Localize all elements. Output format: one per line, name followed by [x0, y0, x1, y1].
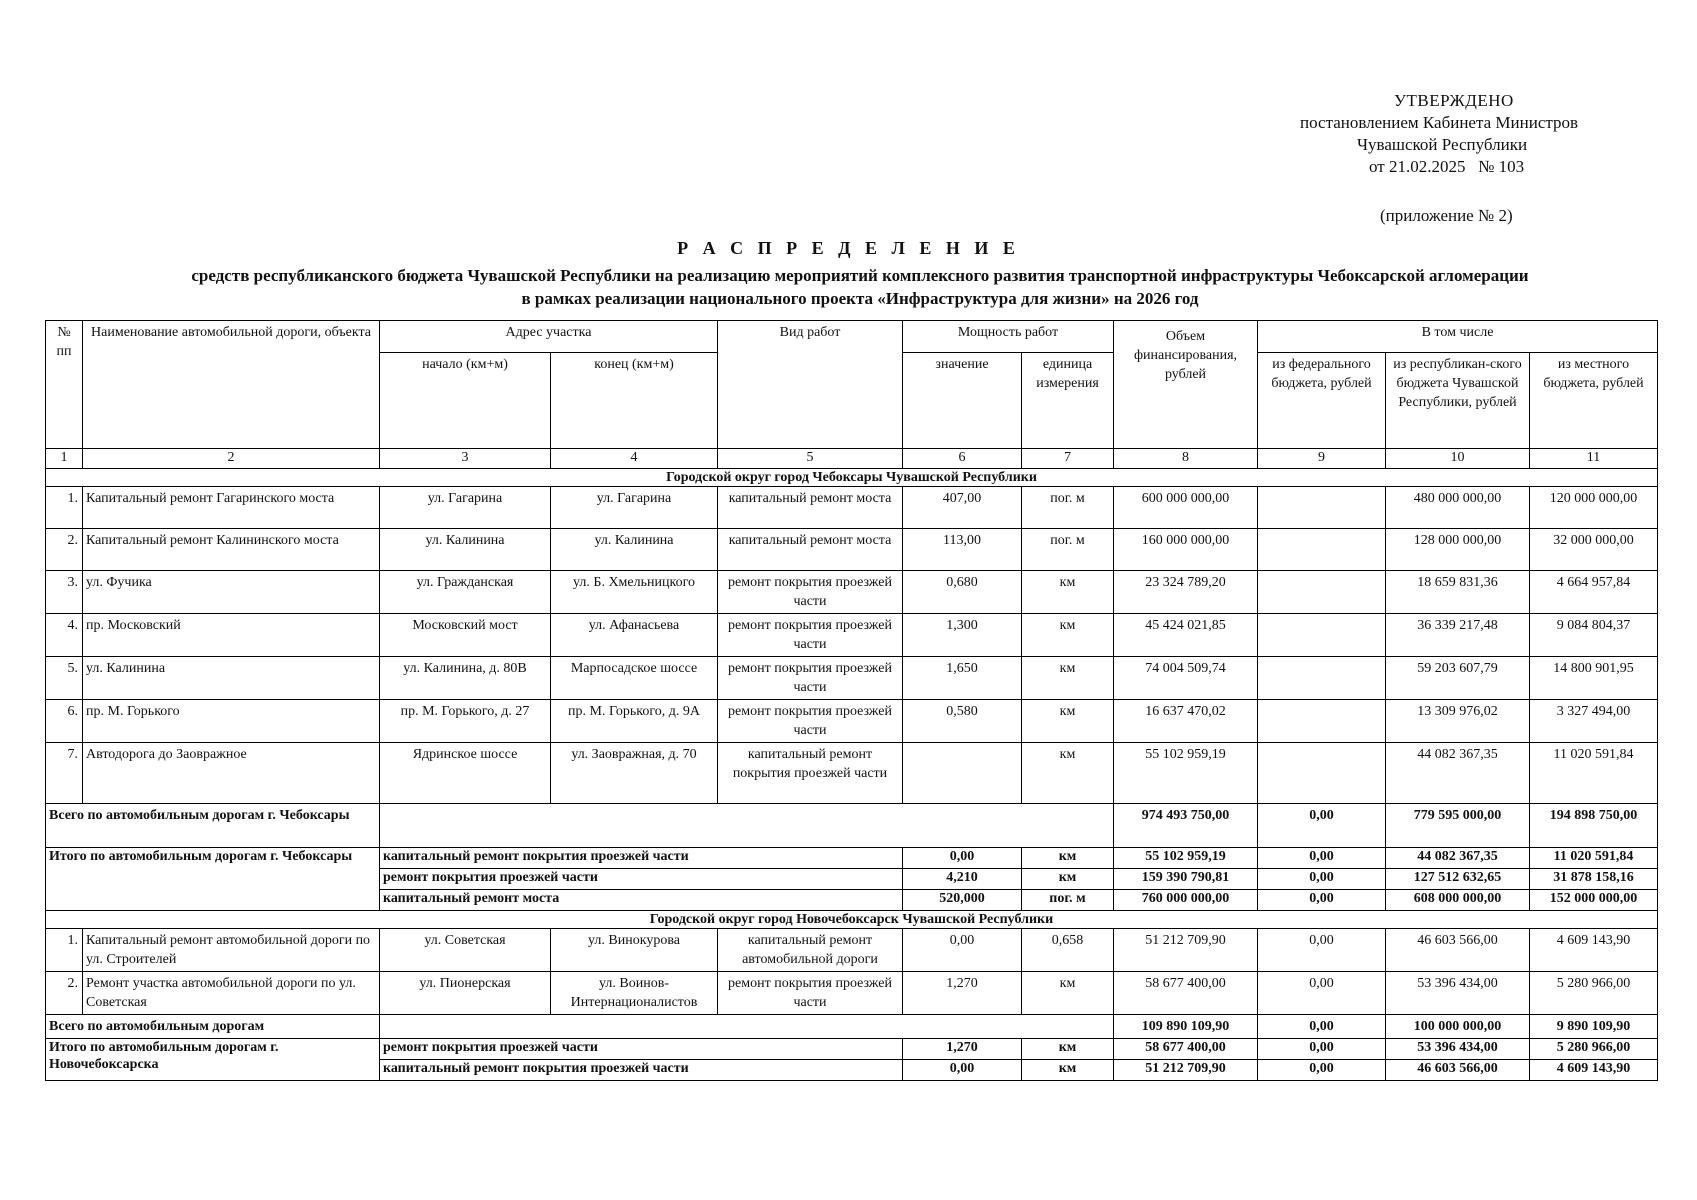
approval-line: Чувашской Республики	[1357, 135, 1528, 154]
column-number: 10	[1386, 449, 1530, 469]
row-start: Ядринское шоссе	[380, 743, 551, 804]
total-funding: 974 493 750,00	[1114, 804, 1258, 848]
row-start: ул. Калинина, д. 80В	[380, 657, 551, 700]
total-label: Всего по автомобильным дорогам г. Чебоксары	[46, 804, 380, 848]
row-funding: 58 677 400,00	[1114, 972, 1258, 1015]
subtotal-funding: 58 677 400,00	[1114, 1039, 1258, 1060]
subtotal-unit: км	[1022, 848, 1114, 869]
subtotal-funding: 159 390 790,81	[1114, 869, 1258, 890]
row-number: 1.	[46, 929, 83, 972]
row-unit: км	[1022, 743, 1114, 804]
row-value: 0,680	[903, 571, 1022, 614]
row-republic: 44 082 367,35	[1386, 743, 1530, 804]
column-number: 9	[1258, 449, 1386, 469]
row-value: 0,580	[903, 700, 1022, 743]
header-value: значение	[903, 353, 1022, 449]
section-header-row	[46, 469, 1658, 487]
header-no: № пп	[46, 321, 83, 449]
row-name: Капитальный ремонт Калининского моста	[83, 529, 380, 571]
header-start: начало (км+м)	[380, 353, 551, 449]
subtotal-value: 1,270	[903, 1039, 1022, 1060]
row-name: Ремонт участка автомобильной дороги по ул. Советская	[83, 972, 380, 1015]
column-number: 4	[551, 449, 718, 469]
row-value: 113,00	[903, 529, 1022, 571]
row-start: ул. Советская	[380, 929, 551, 972]
row-end: пр. М. Горького, д. 9А	[551, 700, 718, 743]
row-federal	[1258, 614, 1386, 657]
column-number: 7	[1022, 449, 1114, 469]
row-value: 407,00	[903, 487, 1022, 529]
row-local: 120 000 000,00	[1530, 487, 1658, 529]
total-federal: 0,00	[1258, 804, 1386, 848]
row-local: 32 000 000,00	[1530, 529, 1658, 571]
distribution-table	[45, 320, 1658, 1081]
row-republic: 36 339 217,48	[1386, 614, 1530, 657]
row-republic: 53 396 434,00	[1386, 972, 1530, 1015]
row-local: 4 664 957,84	[1530, 571, 1658, 614]
subtotal-republic: 53 396 434,00	[1386, 1039, 1530, 1060]
table-row	[46, 657, 1658, 700]
row-local: 3 327 494,00	[1530, 700, 1658, 743]
header-funding: Объем финансирования, рублей	[1114, 321, 1258, 449]
total-row	[46, 1015, 1658, 1039]
subtotal-label: Итого по автомобильным дорогам г. Чебоксары	[46, 848, 380, 911]
row-value: 1,270	[903, 972, 1022, 1015]
total-row	[46, 804, 1658, 848]
row-start: ул. Пионерская	[380, 972, 551, 1015]
subtotal-republic: 44 082 367,35	[1386, 848, 1530, 869]
section-title: Городской округ город Новочебоксарск Чувашской Республики	[46, 911, 1658, 929]
row-local: 9 084 804,37	[1530, 614, 1658, 657]
total-federal: 0,00	[1258, 1015, 1386, 1039]
row-work-type: ремонт покрытия проезжей части	[718, 700, 903, 743]
row-number: 6.	[46, 700, 83, 743]
row-unit: пог. м	[1022, 529, 1114, 571]
subtitle-line: средств республиканского бюджета Чувашской Республики на реализацию мероприятий комплексного развития транспортной инфраструктуры Чебоксарской агломерации	[191, 266, 1529, 285]
subtotal-funding: 760 000 000,00	[1114, 890, 1258, 911]
subtotal-work-type: капитальный ремонт покрытия проезжей части	[380, 1060, 903, 1081]
header-capacity: Мощность работ	[903, 321, 1114, 353]
subtotal-value: 520,000	[903, 890, 1022, 911]
row-start: пр. М. Горького, д. 27	[380, 700, 551, 743]
row-funding: 51 212 709,90	[1114, 929, 1258, 972]
subtotal-work-type: ремонт покрытия проезжей части	[380, 869, 903, 890]
subtotal-label: Итого по автомобильным дорогам г. Новочебоксарска	[46, 1039, 380, 1081]
subtotal-federal: 0,00	[1258, 869, 1386, 890]
row-funding: 74 004 509,74	[1114, 657, 1258, 700]
row-republic: 128 000 000,00	[1386, 529, 1530, 571]
table-row	[46, 743, 1658, 804]
subtitle-line: в рамках реализации национального проекта «Инфраструктура для жизни» на 2026 год	[521, 289, 1199, 308]
header-local: из местного бюджета, рублей	[1530, 353, 1658, 449]
total-empty	[380, 804, 1114, 848]
table-row	[46, 929, 1658, 972]
row-funding: 160 000 000,00	[1114, 529, 1258, 571]
row-local: 11 020 591,84	[1530, 743, 1658, 804]
appendix-label: (приложение № 2)	[1380, 206, 1513, 225]
row-name: пр. М. Горького	[83, 700, 380, 743]
section-cheboksary	[46, 469, 1658, 911]
row-name: Автодорога до Заовражное	[83, 743, 380, 804]
row-number: 3.	[46, 571, 83, 614]
subtotal-local: 31 878 158,16	[1530, 869, 1658, 890]
row-funding: 45 424 021,85	[1114, 614, 1258, 657]
subtotal-federal: 0,00	[1258, 890, 1386, 911]
row-number: 2.	[46, 972, 83, 1015]
total-local: 194 898 750,00	[1530, 804, 1658, 848]
row-federal: 0,00	[1258, 972, 1386, 1015]
row-republic: 480 000 000,00	[1386, 487, 1530, 529]
row-local: 5 280 966,00	[1530, 972, 1658, 1015]
row-federal	[1258, 657, 1386, 700]
row-federal	[1258, 487, 1386, 529]
row-republic: 46 603 566,00	[1386, 929, 1530, 972]
row-end: ул. Б. Хмельницкого	[551, 571, 718, 614]
row-end: ул. Гагарина	[551, 487, 718, 529]
document-title: Р А С П Р Е Д Е Л Е Н И Е	[677, 238, 1020, 258]
row-name: ул. Фучика	[83, 571, 380, 614]
document-subtitle	[40, 264, 1680, 310]
subtotal-republic: 46 603 566,00	[1386, 1060, 1530, 1081]
row-unit: км	[1022, 657, 1114, 700]
row-start: Московский мост	[380, 614, 551, 657]
row-work-type: капитальный ремонт моста	[718, 529, 903, 571]
subtotal-work-type: капитальный ремонт моста	[380, 890, 903, 911]
subtotal-federal: 0,00	[1258, 848, 1386, 869]
header-unit: единица измерения	[1022, 353, 1114, 449]
row-start: ул. Гагарина	[380, 487, 551, 529]
subtotal-value: 0,00	[903, 848, 1022, 869]
section-novocheboksarsk	[46, 911, 1658, 1081]
total-republic: 779 595 000,00	[1386, 804, 1530, 848]
row-unit: км	[1022, 614, 1114, 657]
table-row	[46, 571, 1658, 614]
table-row	[46, 529, 1658, 571]
column-number: 8	[1114, 449, 1258, 469]
header-address: Адрес участка	[380, 321, 718, 353]
subtotal-unit: км	[1022, 1060, 1114, 1081]
row-unit: пог. м	[1022, 487, 1114, 529]
subtotal-row	[46, 1039, 1658, 1060]
column-number: 3	[380, 449, 551, 469]
row-number: 2.	[46, 529, 83, 571]
column-number: 1	[46, 449, 83, 469]
header-including: В том числе	[1258, 321, 1658, 353]
subtotal-local: 152 000 000,00	[1530, 890, 1658, 911]
column-number: 2	[83, 449, 380, 469]
row-value	[903, 743, 1022, 804]
row-unit: км	[1022, 571, 1114, 614]
row-federal	[1258, 743, 1386, 804]
total-republic: 100 000 000,00	[1386, 1015, 1530, 1039]
subtotal-value: 0,00	[903, 1060, 1022, 1081]
approval-date: от 21.02.2025 № 103	[1369, 157, 1525, 176]
row-value: 1,650	[903, 657, 1022, 700]
row-work-type: капитальный ремонт покрытия проезжей части	[718, 743, 903, 804]
row-work-type: ремонт покрытия проезжей части	[718, 614, 903, 657]
row-republic: 18 659 831,36	[1386, 571, 1530, 614]
row-federal	[1258, 529, 1386, 571]
total-funding: 109 890 109,90	[1114, 1015, 1258, 1039]
header-work-type: Вид работ	[718, 321, 903, 449]
row-unit: 0,658	[1022, 929, 1114, 972]
table-row	[46, 614, 1658, 657]
row-number: 4.	[46, 614, 83, 657]
row-end: ул. Калинина	[551, 529, 718, 571]
column-number: 6	[903, 449, 1022, 469]
subtotal-work-type: ремонт покрытия проезжей части	[380, 1039, 903, 1060]
subtotal-unit: пог. м	[1022, 890, 1114, 911]
subtotal-republic: 127 512 632,65	[1386, 869, 1530, 890]
subtotal-local: 4 609 143,90	[1530, 1060, 1658, 1081]
header-end: конец (км+м)	[551, 353, 718, 449]
total-local: 9 890 109,90	[1530, 1015, 1658, 1039]
row-name: ул. Калинина	[83, 657, 380, 700]
subtotal-republic: 608 000 000,00	[1386, 890, 1530, 911]
row-end: Марпосадское шоссе	[551, 657, 718, 700]
row-funding: 23 324 789,20	[1114, 571, 1258, 614]
total-label: Всего по автомобильным дорогам	[46, 1015, 380, 1039]
row-republic: 59 203 607,79	[1386, 657, 1530, 700]
subtotal-federal: 0,00	[1258, 1060, 1386, 1081]
approval-line: постановлением Кабинета Министров	[1300, 113, 1579, 132]
approval-title: УТВЕРЖДЕНО	[1394, 91, 1514, 110]
row-name: Капитальный ремонт Гагаринского моста	[83, 487, 380, 529]
row-work-type: капитальный ремонт моста	[718, 487, 903, 529]
column-number: 11	[1530, 449, 1658, 469]
subtotal-value: 4,210	[903, 869, 1022, 890]
subtotal-local: 11 020 591,84	[1530, 848, 1658, 869]
row-end: ул. Заовражная, д. 70	[551, 743, 718, 804]
row-funding: 600 000 000,00	[1114, 487, 1258, 529]
subtotal-row	[46, 848, 1658, 869]
section-header-row	[46, 911, 1658, 929]
row-work-type: ремонт покрытия проезжей части	[718, 571, 903, 614]
row-federal	[1258, 700, 1386, 743]
row-start: ул. Калинина	[380, 529, 551, 571]
section-title: Городской округ город Чебоксары Чувашской Республики	[46, 469, 1658, 487]
row-work-type: капитальный ремонт автомобильной дороги	[718, 929, 903, 972]
header-republic: из республикан-ского бюджета Чувашской Республики, рублей	[1386, 353, 1530, 449]
row-unit: км	[1022, 700, 1114, 743]
row-end: ул. Афанасьева	[551, 614, 718, 657]
subtotal-funding: 55 102 959,19	[1114, 848, 1258, 869]
subtotal-unit: км	[1022, 1039, 1114, 1060]
subtotal-work-type: капитальный ремонт покрытия проезжей части	[380, 848, 903, 869]
row-federal	[1258, 571, 1386, 614]
subtotal-funding: 51 212 709,90	[1114, 1060, 1258, 1081]
subtotal-federal: 0,00	[1258, 1039, 1386, 1060]
row-value: 1,300	[903, 614, 1022, 657]
subtotal-local: 5 280 966,00	[1530, 1039, 1658, 1060]
row-value: 0,00	[903, 929, 1022, 972]
row-federal: 0,00	[1258, 929, 1386, 972]
row-funding: 16 637 470,02	[1114, 700, 1258, 743]
row-unit: км	[1022, 972, 1114, 1015]
row-local: 14 800 901,95	[1530, 657, 1658, 700]
approval-block	[1270, 90, 1670, 178]
table-row	[46, 972, 1658, 1015]
total-empty	[380, 1015, 1114, 1039]
column-number: 5	[718, 449, 903, 469]
header-name: Наименование автомобильной дороги, объекта	[83, 321, 380, 449]
row-start: ул. Гражданская	[380, 571, 551, 614]
row-end: ул. Винокурова	[551, 929, 718, 972]
row-end: ул. Воинов-Интернационалистов	[551, 972, 718, 1015]
table-row	[46, 487, 1658, 529]
table-row	[46, 700, 1658, 743]
row-name: пр. Московский	[83, 614, 380, 657]
header-federal: из федерального бюджета, рублей	[1258, 353, 1386, 449]
row-work-type: ремонт покрытия проезжей части	[718, 972, 903, 1015]
row-republic: 13 309 976,02	[1386, 700, 1530, 743]
row-funding: 55 102 959,19	[1114, 743, 1258, 804]
row-number: 7.	[46, 743, 83, 804]
row-name: Капитальный ремонт автомобильной дороги по ул. Строителей	[83, 929, 380, 972]
row-local: 4 609 143,90	[1530, 929, 1658, 972]
row-work-type: ремонт покрытия проезжей части	[718, 657, 903, 700]
row-number: 5.	[46, 657, 83, 700]
row-number: 1.	[46, 487, 83, 529]
subtotal-unit: км	[1022, 869, 1114, 890]
